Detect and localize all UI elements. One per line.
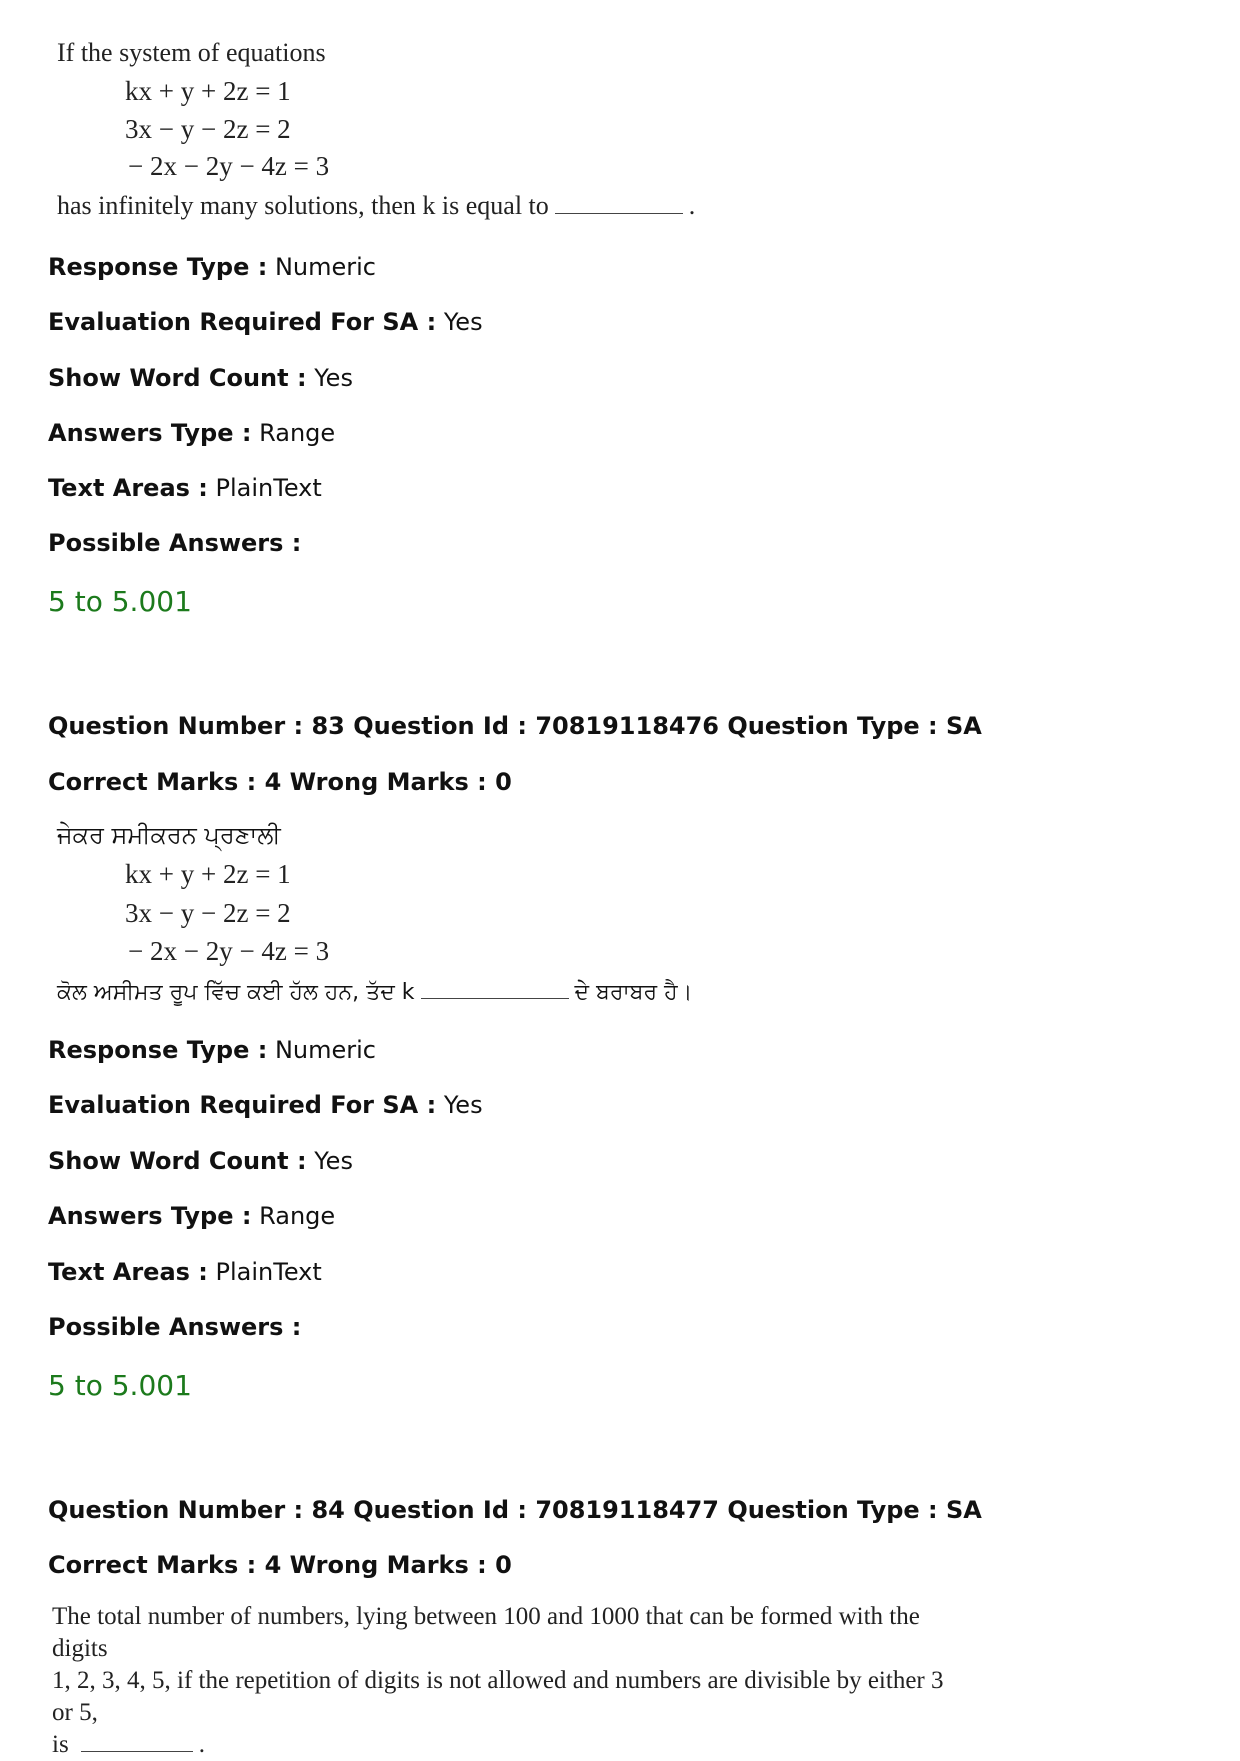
field-label: Possible Answers : [48,1313,302,1341]
field-value: PlainText [215,1258,322,1286]
possible-answer: 5 to 5.001 [48,585,192,618]
stem-line-3-text: is [52,1731,69,1758]
field-label: Evaluation Required For SA : [48,1091,437,1119]
response-type-field [48,252,376,282]
field-value: Range [259,419,336,447]
question-84-stem [52,1601,952,1761]
field-value: Yes [314,1147,353,1175]
text-areas-field [48,473,322,503]
field-value: Yes [443,1091,483,1119]
equation-1: kx + y + 2z = 1 [125,859,291,889]
possible-answer: 5 to 5.001 [48,1369,192,1402]
answer-blank [421,997,569,999]
evaluation-required-field [48,1090,483,1120]
question-82-stem-intro: If the system of equations [57,38,326,67]
field-label: Possible Answers : [48,529,302,557]
field-value: Yes [314,364,353,392]
field-label: Answers Type : [48,1202,252,1230]
field-label: Response Type : [48,1036,268,1064]
question-83-stem-outro [57,977,692,1009]
field-label: Evaluation Required For SA : [48,308,437,336]
field-label: Text Areas : [48,1258,208,1286]
equation-2: 3x − y − 2z = 2 [125,898,291,928]
question-82-stem-outro: has infinitely many solutions, then k is equal to . [57,191,696,220]
evaluation-required-field [48,307,483,337]
possible-answers-field [48,1312,301,1342]
field-label: Show Word Count : [48,1147,307,1175]
field-label: Answers Type : [48,419,252,447]
question-marks: Correct Marks : 4 Wrong Marks : 0 [48,1551,512,1579]
field-label: Show Word Count : [48,364,307,392]
field-value: Numeric [274,1036,376,1064]
question-header: Question Number : 83 Question Id : 70819118476 Question Type : SA [48,712,982,740]
equation-1: kx + y + 2z = 1 [125,76,291,106]
question-header: Question Number : 84 Question Id : 70819118477 Question Type : SA [48,1496,982,1524]
show-word-count-field [48,1146,353,1176]
stem-line-1: The total number of numbers, lying between 100 and 1000 that can be formed with the digits [52,1603,920,1662]
stem-outro-text-end: ਦੇ ਬਰਾਬਰ ਹੈ। [574,980,693,1005]
stem-line-2: 1, 2, 3, 4, 5, if the repetition of digits is not allowed and numbers are divisible by either 3 or 5, [52,1667,944,1726]
response-type-field [48,1035,376,1065]
answer-blank [555,212,683,214]
question-83-stem-intro: ਜੇਕਰ ਸਮੀਕਰਨ ਪ੍ਰਣਾਲੀ [57,821,281,849]
field-label: Response Type : [48,253,268,281]
equation-3: − 2x − 2y − 4z = 3 [128,936,330,966]
answers-type-field [48,418,335,448]
stem-outro-text: ਕੋਲ ਅਸੀਮਤ ਰੂਪ ਵਿੱਚ ਕਈ ਹੱਲ ਹਨ, ਤੱਦ k [57,980,415,1005]
field-value: Range [259,1202,336,1230]
possible-answers-field [48,528,301,558]
answer-blank [81,1750,193,1752]
field-value: Numeric [274,253,376,281]
equation-3: − 2x − 2y − 4z = 3 [128,151,330,181]
stem-line-3: is . [52,1731,205,1758]
field-value: Yes [443,308,483,336]
text-areas-field [48,1257,322,1287]
equation-2: 3x − y − 2z = 2 [125,114,291,144]
question-marks: Correct Marks : 4 Wrong Marks : 0 [48,768,512,796]
field-label: Text Areas : [48,474,208,502]
answers-type-field [48,1201,335,1231]
show-word-count-field [48,363,353,393]
field-value: PlainText [215,474,322,502]
stem-outro-text: has infinitely many solutions, then k is equal to [57,191,549,220]
